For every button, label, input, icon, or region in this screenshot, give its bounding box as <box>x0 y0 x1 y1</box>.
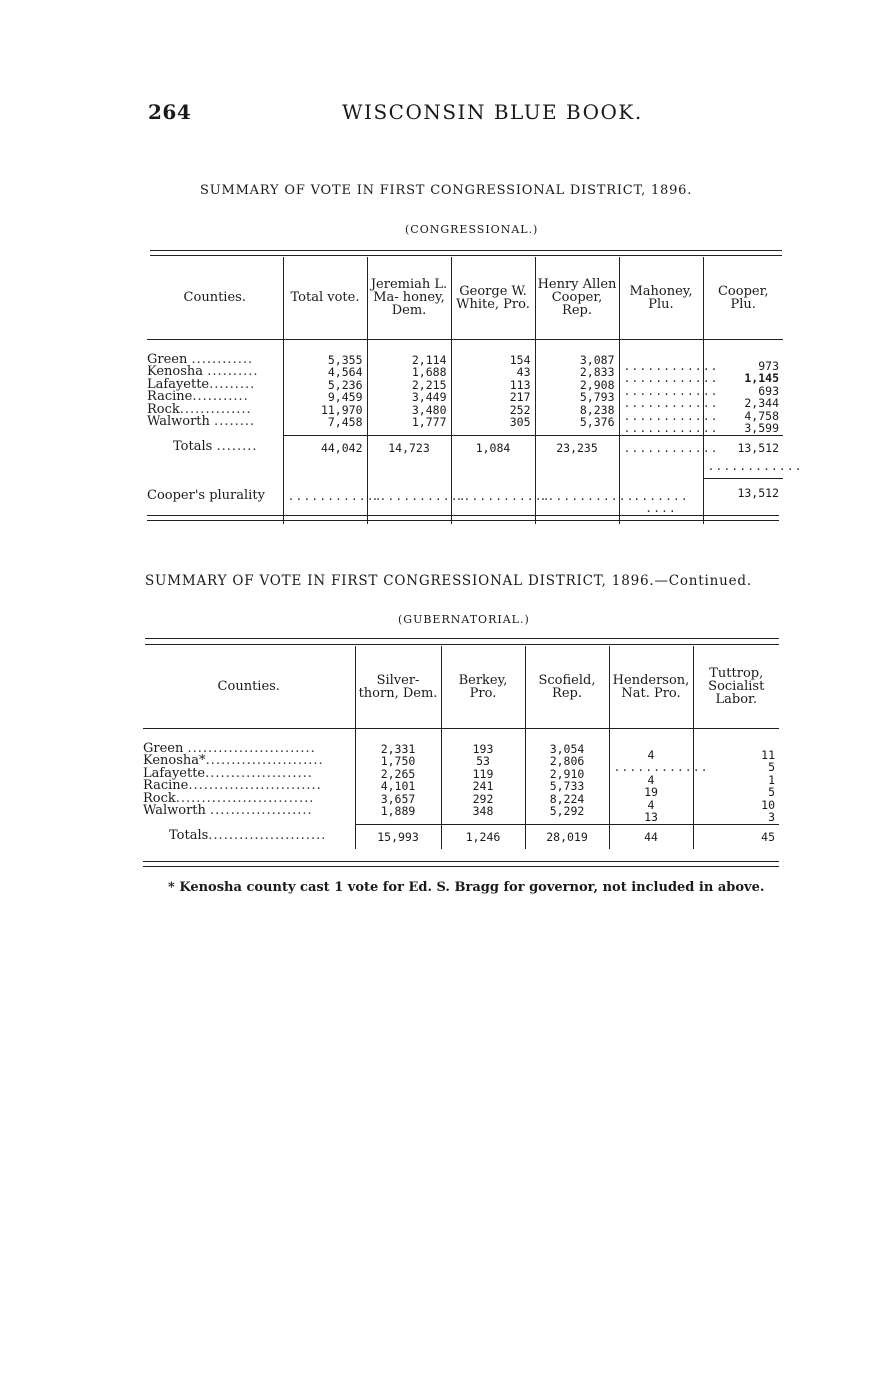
table2 <box>143 646 779 849</box>
table2-bottom-rule <box>143 861 779 862</box>
t1-header-cooper: Henry Allen Cooper, Rep. <box>535 257 619 339</box>
table2-top-rule-2 <box>145 644 779 645</box>
t1-white-values: 154 43 113 217 252 305 <box>509 352 531 429</box>
table1-title: SUMMARY OF VOTE IN FIRST CONGRESSIONAL DISTRICT, 1896. <box>200 183 693 198</box>
county-name: Green ......................... <box>143 740 316 756</box>
t2-tuttrop-values: 11 5 1 5 10 3 <box>761 747 775 824</box>
table1-bottom-rule <box>147 515 779 516</box>
county-name: Kenosha*....................... <box>143 753 324 768</box>
county-name: Lafayette......... <box>147 376 256 392</box>
table2-bottom-rule-2 <box>143 866 779 867</box>
county-name: Rock........................... <box>143 790 315 806</box>
county-name: Racine........... <box>147 389 249 404</box>
t2-silverthorn-values: 2,331 1,750 2,265 4,101 3,657 1,889 <box>380 741 416 818</box>
t1-header-mahoney: Jeremiah L. Ma- honey, Dem. <box>367 257 451 339</box>
t1-header-mahoney-plu: Mahoney, Plu. <box>619 257 703 339</box>
t1-totals-row: Totals ........ 44,042 14,723 1,084 23,235 ............ 13,512 ............ <box>147 435 783 478</box>
t2-header-tuttrop: Tuttrop, Socialist Labor. <box>693 646 779 728</box>
t2-header-counties: Counties. <box>143 646 355 728</box>
t1-cooper-plu-values: 973 1,145 693 2,344 4,758 3,599 <box>744 358 779 435</box>
table2-top-rule <box>145 638 779 639</box>
t2-header-henderson: Henderson, Nat. Pro. <box>609 646 693 728</box>
t2-henderson-values: 4 ............ 4 19 4 13 <box>613 747 709 824</box>
county-name: Green ............ <box>147 351 254 367</box>
t1-mahoney-values: 2,114 1,688 2,215 3,449 3,480 1,777 <box>411 352 447 429</box>
running-head: WISCONSIN BLUE BOOK. <box>342 100 643 124</box>
county-name: Walworth .................... <box>143 803 313 818</box>
table1 <box>147 257 803 524</box>
t2-header-silverthorn: Silver- thorn, Dem. <box>355 646 441 728</box>
t1-county-rows <box>147 339 783 435</box>
page-number: 264 <box>148 100 192 124</box>
t1-county-names <box>147 351 279 429</box>
county-name: Kenosha .......... <box>147 364 259 379</box>
t2-county-names <box>143 740 351 818</box>
t2-county-rows <box>143 728 779 824</box>
table2-title: SUMMARY OF VOTE IN FIRST CONGRESSIONAL DISTRICT, 1896.—Continued. <box>145 573 752 589</box>
table1-bottom-rule-2 <box>147 520 779 521</box>
t1-cooper-values: 3,087 2,833 2,908 5,793 8,238 5,376 <box>579 352 615 429</box>
table1-top-rule-2 <box>150 255 782 256</box>
t2-scofield-values: 3,054 2,806 2,910 5,733 8,224 5,292 <box>549 741 585 818</box>
table1-subtitle: (CONGRESSIONAL.) <box>405 223 539 236</box>
county-name: Racine.......................... <box>143 778 322 793</box>
table2-subtitle: (GUBERNATORIAL.) <box>398 613 530 626</box>
t2-header-scofield: Scofield, Rep. <box>525 646 609 728</box>
county-name: Walworth ........ <box>147 414 256 429</box>
t1-plurality-row: Cooper's plurality ............ ............ ............ ............ ....... .... 13,512 <box>147 478 783 524</box>
table1-top-rule <box>150 250 782 251</box>
footnote: * Kenosha county cast 1 vote for Ed. S. Bragg for governor, not included in above. <box>168 880 765 895</box>
t2-berkey-values: 193 53 119 241 292 348 <box>472 741 494 818</box>
t1-total-values: 5,355 4,564 5,236 9,459 11,970 7,458 <box>320 352 363 429</box>
t2-totals-row: Totals....................... 15,993 1,246 28,019 44 45 <box>143 824 779 849</box>
t1-mahoney-plu-values: ............ ............ ............ ............ ............ ............ <box>623 358 719 435</box>
county-name: Rock.............. <box>147 401 252 417</box>
county-name: Lafayette..................... <box>143 765 313 781</box>
t2-header-berkey: Berkey, Pro. <box>441 646 525 728</box>
t1-header-cooper-plu: Cooper, Plu. <box>703 257 783 339</box>
t1-header-white: George W. White, Pro. <box>451 257 535 339</box>
t1-header-total: Total vote. <box>283 257 367 339</box>
t1-header-counties: Counties. <box>147 257 283 339</box>
